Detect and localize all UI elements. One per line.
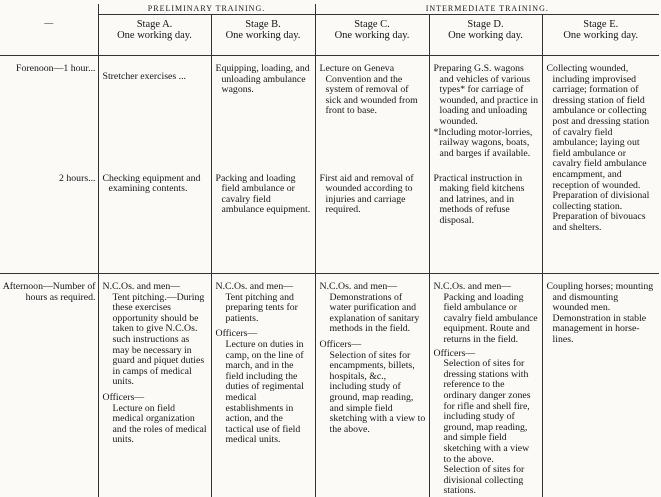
stage-d-forenoon-2 [429, 174, 542, 274]
stage-d-afternoon-men-text: Packing and loading field ambulance or cavalry field ambulance equipment. Route and returns in the field. [443, 291, 538, 345]
stage-c-forenoon-1 [315, 56, 429, 174]
stage-a-afternoon-men-heading: N.C.Os. and men— [102, 281, 181, 292]
stage-a-afternoon [98, 274, 211, 497]
stage-e-header [542, 15, 659, 56]
stage-e-afternoon [542, 274, 659, 497]
stage-b-name: Stage B. [245, 19, 281, 30]
group-preliminary: PRELIMINARY TRAINING. [98, 4, 315, 15]
stage-a-header [98, 15, 211, 56]
stage-c-forenoon-2-text: First aid and removal of wounded according to injuries and carriage required. [319, 173, 414, 216]
stage-e-afternoon-text: Coupling horses; mounting and dismounting wounded men. Demonstration in stable management in horse-lines. [546, 281, 654, 345]
afternoon-row [0, 274, 659, 497]
stage-e-forenoon-text: Collecting wounded, including improvised carriage; formation of dressing station of field ambulance or collecting post and dressing station of cavalry field ambulance; laying out field ambulance or cavalry field ambulance encampment, and reception of wounded. Preparation of divisional collecting station. Preparation of bivouacs and shelters. [546, 63, 650, 233]
stage-b-forenoon-1 [211, 56, 315, 174]
stage-d-duration: One working day. [448, 30, 523, 41]
stage-d-forenoon-2-text: Practical instruction in making field kitchens and latrines, and in methods of refuse disposal. [433, 173, 525, 226]
stage-header-row [0, 15, 659, 56]
stage-b-forenoon-2 [211, 174, 315, 274]
stage-d-afternoon-officers-text-2: Selection of sites for divisional collecting stations. [443, 464, 525, 497]
stage-d-afternoon-men-heading: N.C.Os. and men— [433, 281, 512, 292]
stage-d-forenoon-1-text: Preparing G.S. wagons and vehicles of various types* for carriage of wounded, and practice in loading and unloading wounded. [433, 63, 538, 127]
stage-a-afternoon-officers-text: Lecture on field medical organization and the roles of medical units. [112, 402, 207, 446]
stage-c-afternoon-men-text: Demonstrations of water purification and explanation of sanitary methods in the field. [329, 291, 420, 335]
forenoon-label: Forenoon—1 hour... [16, 63, 96, 74]
stage-b-afternoon [211, 274, 315, 497]
stage-b-afternoon-officers-heading: Officers— [215, 328, 258, 340]
forenoon-first-row [0, 56, 659, 174]
stage-c-forenoon-1-text: Lecture on Geneva Convention and the system of removal of sick and wounded from front to base. [319, 63, 418, 117]
stage-d-afternoon-officers-text: Selection of sites for dressing stations with reference to the ordinary danger zones for rifle and shell fire, including study of ground, map reading, and simple field sketching with a view to the above. [443, 358, 531, 465]
stage-b-forenoon-1-text: Equipping, loading, and unloading ambulance wagons. [215, 63, 310, 96]
two-hours-label: 2 hours... [59, 173, 96, 184]
training-schedule-table [0, 4, 659, 497]
stage-d-forenoon-1-note: *Including motor-lorries, railway wagons, boats, and barges if available. [433, 126, 533, 159]
group-intermediate: INTERMEDIATE TRAINING. [315, 4, 659, 15]
stage-c-afternoon-officers-text: Selection of sites for encampments, billets, hospitals, &c., including study of ground, map reading, and simple field sketching with a view to the above. [329, 349, 426, 435]
corner-cell: — [0, 4, 98, 56]
stage-a-forenoon-1-text: Stretcher exercises ... [102, 71, 187, 82]
stage-a-forenoon-2-text: Checking equipment and examining contents. [102, 173, 201, 195]
stage-b-header [211, 15, 315, 56]
stage-a-forenoon-1 [98, 56, 211, 174]
stage-a-forenoon-2 [98, 174, 211, 274]
stage-d-header [429, 15, 542, 56]
stage-a-afternoon-men-text: Tent pitching.—During these exercises opportunity should be taken to give N.C.Os. such instructions as may be necessary in guard and piquet duties in camps of medical units. [112, 291, 205, 388]
stage-d-afternoon [429, 274, 542, 497]
stage-e-name: Stage E. [583, 19, 619, 30]
stage-c-name: Stage C. [354, 19, 390, 30]
stage-d-afternoon-officers-heading: Officers— [433, 347, 476, 359]
stage-e-forenoon [542, 56, 659, 274]
stage-b-forenoon-2-text: Packing and loading field ambulance or cavalry field ambulance equipment. [215, 173, 311, 216]
group-header-row [0, 4, 659, 15]
stage-d-name: Stage D. [467, 19, 504, 30]
stage-c-forenoon-2 [315, 174, 429, 274]
stage-c-afternoon-officers-heading: Officers— [319, 338, 362, 350]
stage-b-afternoon-men-text: Tent pitching and preparing tents for patients. [225, 291, 298, 324]
stage-c-header [315, 15, 429, 56]
stage-b-duration: One working day. [225, 30, 301, 41]
stage-d-forenoon-1 [429, 56, 542, 174]
stage-a-name: Stage A. [136, 19, 173, 30]
stage-b-afternoon-officers-text: Lecture on duties in camp, on the line of march, and in the field including the duties of regimental medical establishments in action, and the tactical use of field medical units. [225, 338, 304, 446]
stage-c-afternoon [315, 274, 429, 497]
stage-a-afternoon-officers-heading: Officers— [102, 391, 145, 403]
afternoon-label: Afternoon—Number of hours as required. [0, 274, 98, 497]
stage-b-afternoon-men-heading: N.C.Os. and men— [215, 281, 294, 292]
stage-c-afternoon-men-heading: N.C.Os. and men— [319, 281, 398, 292]
stage-a-duration: One working day. [117, 30, 192, 41]
stage-e-duration: One working day. [563, 30, 639, 41]
stage-c-duration: One working day. [334, 30, 410, 41]
